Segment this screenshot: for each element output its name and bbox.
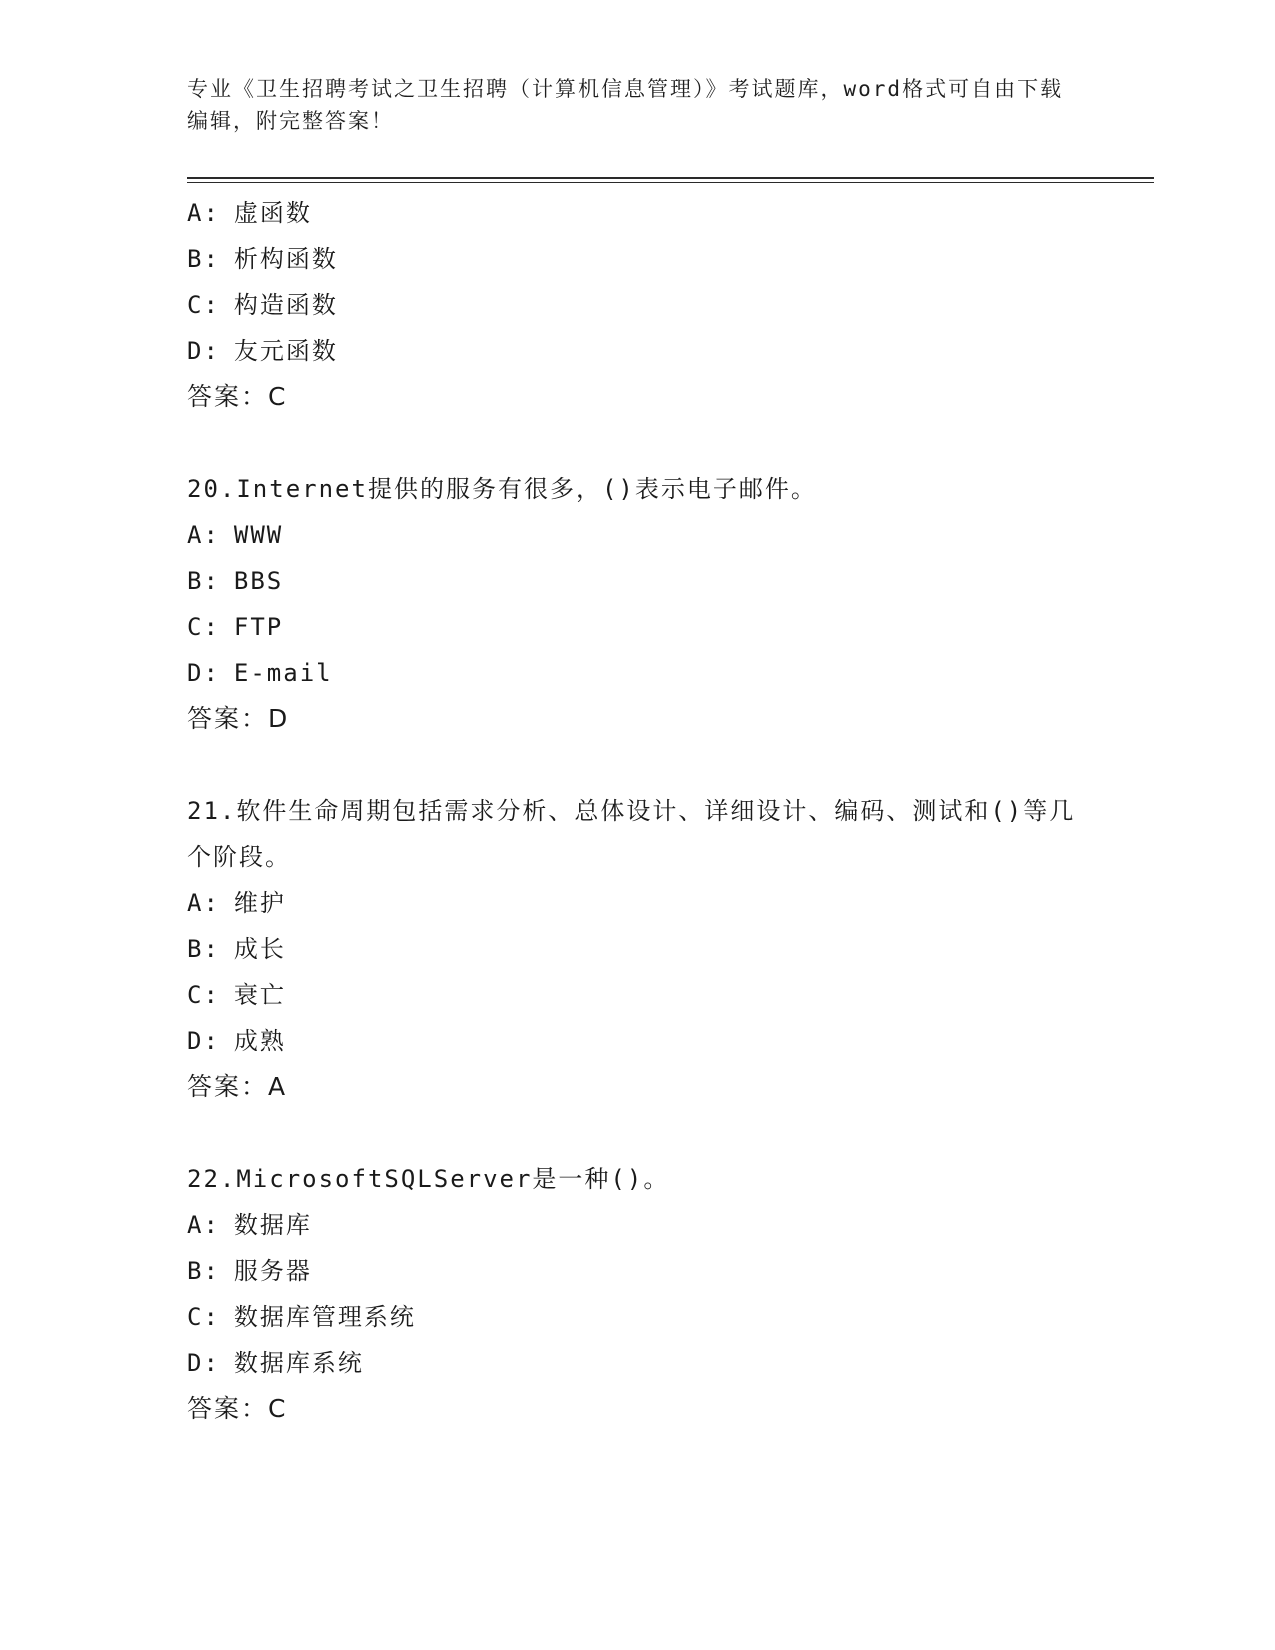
option-letter: D: (187, 337, 220, 365)
option-letter: D: (187, 1349, 220, 1377)
option-d (187, 328, 1087, 374)
option-letter: C: (187, 1303, 220, 1331)
option-d (187, 650, 1087, 696)
option-b (187, 926, 1087, 972)
option-text: 构造函数 (233, 291, 338, 319)
option-d (187, 1340, 1087, 1386)
question-20 (187, 466, 1087, 742)
option-b (187, 1248, 1087, 1294)
option-letter: A: (187, 1211, 220, 1239)
option-letter: C: (187, 291, 220, 319)
header-rule-thick (187, 177, 1154, 179)
answer-line: 答案：C (187, 1394, 288, 1423)
option-text: 成熟 (233, 1027, 286, 1055)
question-stem: 20.Internet提供的服务有很多，()表示电子邮件。 (187, 475, 817, 503)
option-c (187, 1294, 1087, 1340)
option-c (187, 282, 1087, 328)
option-b (187, 558, 1087, 604)
question-19-continued (187, 190, 1087, 420)
option-letter: D: (187, 1027, 220, 1055)
option-letter: B: (187, 1257, 220, 1285)
header-rule-thin (187, 182, 1154, 183)
option-c (187, 604, 1087, 650)
option-letter: A: (187, 199, 220, 227)
option-letter: A: (187, 521, 220, 549)
option-text: FTP (233, 613, 284, 641)
option-text: 友元函数 (233, 337, 338, 365)
option-letter: B: (187, 245, 220, 273)
option-a (187, 190, 1087, 236)
answer-line: 答案：A (187, 1072, 288, 1101)
option-a (187, 880, 1087, 926)
option-text: 维护 (233, 889, 286, 917)
question-stem: 21.软件生命周期包括需求分析、总体设计、详细设计、编码、测试和()等几个阶段。 (187, 797, 1076, 871)
option-text: WWW (233, 521, 284, 549)
option-text: 虚函数 (233, 199, 312, 227)
option-letter: C: (187, 613, 220, 641)
option-letter: A: (187, 889, 220, 917)
option-text: BBS (233, 567, 284, 595)
document-header: 专业《卫生招聘考试之卫生招聘（计算机信息管理）》考试题库，word格式可自由下载编辑，附完整答案！ (187, 77, 1064, 133)
answer-line: 答案：C (187, 382, 288, 411)
option-text: 析构函数 (233, 245, 338, 273)
option-text: E-mail (233, 659, 333, 687)
option-text: 衰亡 (233, 981, 286, 1009)
option-text: 服务器 (233, 1257, 312, 1285)
question-list (187, 190, 1087, 1478)
answer-line: 答案：D (187, 704, 290, 733)
option-a (187, 1202, 1087, 1248)
question-22 (187, 1156, 1087, 1432)
option-letter: C: (187, 981, 220, 1009)
option-b (187, 236, 1087, 282)
option-text: 数据库管理系统 (233, 1303, 416, 1331)
option-letter: B: (187, 567, 220, 595)
question-stem: 22.MicrosoftSQLServer是一种()。 (187, 1165, 670, 1193)
option-text: 成长 (233, 935, 286, 963)
question-21 (187, 788, 1087, 1110)
option-text: 数据库 (233, 1211, 312, 1239)
option-d (187, 1018, 1087, 1064)
option-letter: D: (187, 659, 220, 687)
option-c (187, 972, 1087, 1018)
option-text: 数据库系统 (233, 1349, 364, 1377)
option-a (187, 512, 1087, 558)
option-letter: B: (187, 935, 220, 963)
